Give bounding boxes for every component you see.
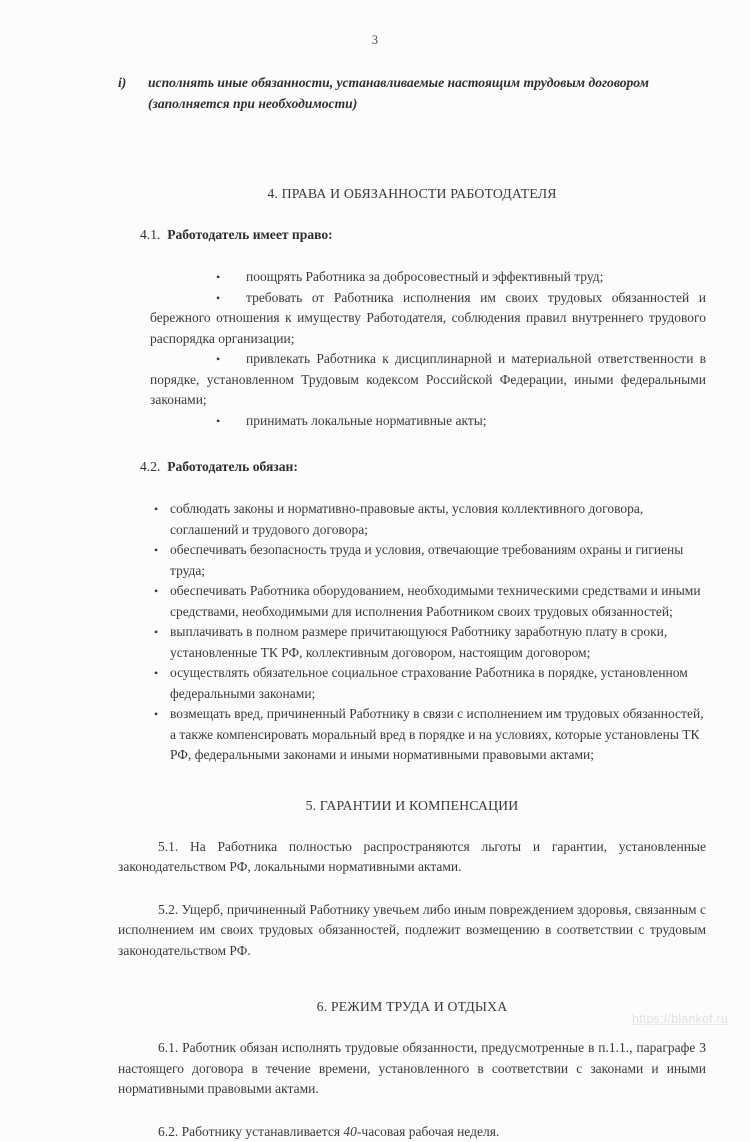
clause-4-2-bullet-list xyxy=(118,499,706,766)
clause-5-1-paragraph: 5.1. На Работника полностью распространяются льготы и гарантии, установленные законодательством РФ, локальными нормативными актами. xyxy=(118,837,706,878)
page-number: 3 xyxy=(0,33,750,48)
list-item: • осуществлять обязательное социальное страхование Работника в порядке, установленном федеральными законами; xyxy=(118,663,706,704)
list-item: • требовать от Работника исполнения им своих трудовых обязанностей и бережного отношения к имуществу Работодателя, соблюдения правил внутреннего трудового распорядка организации; xyxy=(118,288,706,350)
spacer xyxy=(118,477,706,499)
clause-4-2-subhead xyxy=(118,457,706,477)
spacer xyxy=(118,961,706,997)
clause-4-1-label: Работодатель имеет право: xyxy=(167,227,332,242)
clause-4-2-number: 4.2. xyxy=(140,459,164,474)
document-body xyxy=(118,72,706,1142)
section-6-heading: 6. РЕЖИМ ТРУДА И ОТДЫХА xyxy=(118,997,706,1016)
list-item: • принимать локальные нормативные акты; xyxy=(118,411,706,432)
clause-6-2-hours-value: 40 xyxy=(343,1124,357,1139)
list-item: • привлекать Работника к дисциплинарной и материальной ответственности в порядке, установленном Трудовым кодексом Российской Федерации, иными федеральными законами; xyxy=(118,349,706,411)
spacer xyxy=(118,431,706,457)
list-item: • возмещать вред, причиненный Работнику в связи с исполнением им трудовых обязанностей, а также компенсировать моральный вред в порядке и на условиях, которые установлены ТК РФ, федеральными законами и иными нормативными правовыми актами; xyxy=(118,704,706,766)
list-item: • обеспечивать Работника оборудованием, необходимыми техническими средствами и иными средствами, необходимыми для исполнения Работником своих трудовых обязанностей; xyxy=(118,581,706,622)
section-4-heading: 4. ПРАВА И ОБЯЗАННОСТИ РАБОТОДАТЕЛЯ xyxy=(118,184,706,203)
list-item: • соблюдать законы и нормативно-правовые акты, условия коллективного договора, соглашений и трудового договора; xyxy=(118,499,706,540)
clause-6-2-text-after: -часовая рабочая неделя. xyxy=(357,1124,499,1139)
source-watermark: https://blankof.ru xyxy=(632,1012,728,1026)
lettered-clause-text: исполнять иные обязанности, устанавливаемые настоящим трудовым договором (заполняется при необходимости) xyxy=(148,72,706,114)
list-item: • поощрять Работника за добросовестный и эффективный труд; xyxy=(118,267,706,288)
spacer xyxy=(118,203,706,225)
clause-5-2-paragraph: 5.2. Ущерб, причиненный Работнику увечьем либо иным повреждением здоровья, связанным с исполнением им своих трудовых обязанностей, подлежит возмещению в соответствии с трудовым законодательством РФ. xyxy=(118,900,706,962)
spacer xyxy=(118,158,706,184)
spacer xyxy=(118,1016,706,1038)
spacer xyxy=(118,245,706,267)
list-item: • обеспечивать безопасность труда и условия, отвечающие требованиям охраны и гигиены труда; xyxy=(118,540,706,581)
spacer xyxy=(118,766,706,796)
list-item: • выплачивать в полном размере причитающуюся Работнику заработную плату в сроки, установленные ТК РФ, коллективным договором, настоящим договором; xyxy=(118,622,706,663)
clause-4-1-subhead xyxy=(118,225,706,245)
clause-6-2-text-before: 6.2. Работнику устанавливается xyxy=(158,1124,343,1139)
clause-4-1-bullet-list xyxy=(118,267,706,431)
clause-4-2-label: Работодатель обязан: xyxy=(167,459,298,474)
spacer xyxy=(118,815,706,837)
clause-4-1-number: 4.1. xyxy=(140,227,164,242)
lettered-clause-i xyxy=(118,72,706,114)
lettered-clause-marker: i) xyxy=(118,72,148,114)
spacer xyxy=(118,1100,706,1122)
section-5-heading: 5. ГАРАНТИИ И КОМПЕНСАЦИИ xyxy=(118,796,706,815)
clause-6-1-paragraph: 6.1. Работник обязан исполнять трудовые обязанности, предусмотренные в п.1.1., параграфе 3 настоящего договора в течение времени, установленного в соответствии с законами и иными нормативными правовыми актами. xyxy=(118,1038,706,1100)
spacer xyxy=(118,878,706,900)
clause-6-2-paragraph xyxy=(118,1122,706,1142)
spacer xyxy=(118,114,706,158)
